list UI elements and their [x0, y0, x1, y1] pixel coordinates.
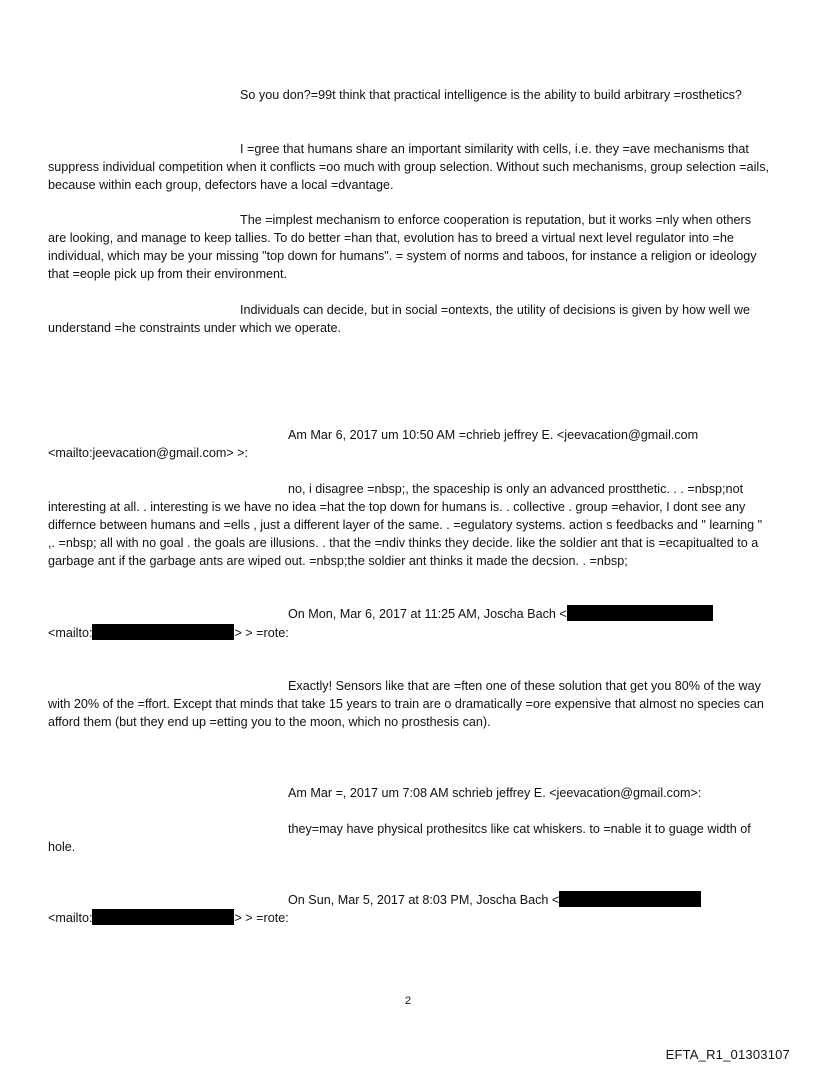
paragraph-cat-whiskers: they=may have physical prothesitcs like cat whiskers. to =nable it to guage width of hole.	[48, 822, 751, 854]
email-header-mar-0708: Am Mar =, 2017 um 7:08 AM schrieb jeffrey E. <jeevacation@gmail.com>:	[288, 786, 702, 800]
mailto-prefix: <mailto:	[48, 626, 93, 640]
redaction-block	[92, 909, 234, 925]
paragraph-reputation: The =implest mechanism to enforce cooperation is reputation, but it works =nly when others are looking, and manage to keep tallies. To do better =han that, evolution has to breed a virtual next level regulator into =he individual, which may be your missing "top down for humans". = system of norms and taboos, for instance a religion or ideology that =eople pick up from their environment.	[48, 213, 757, 281]
mailto-prefix: <mailto:	[48, 911, 93, 925]
page-number: 2	[404, 995, 412, 1007]
email-mailto-line	[48, 909, 289, 927]
email-header-mar5-0803	[288, 891, 701, 909]
email-header-text: On Sun, Mar 5, 2017 at 8:03 PM, Joscha Bach <	[288, 893, 560, 907]
paragraph-spaceship-disagree: no, i disagree =nbsp;, the spaceship is only an advanced prostthetic. . . =nbsp;not interesting at all. . interesting is we have no idea =hat the top down for humans is. . collective . group =ehavior, I dont see any differnce between humans and =ells , just a different layer of the same. . =egulatory systems. action s feedbacks and " learning " ,. =nbsp; all with no goal . the goals are illusions. . that the =ndiv thinks they decide. like the soldier ant that is =ecapitualted to a garbage ant if the garbage ants are wiped out. =nbsp;the soldier ant thinks it made the decsion. . =nbsp;	[48, 482, 763, 568]
email-header-text: On Mon, Mar 6, 2017 at 11:25 AM, Joscha Bach <	[288, 607, 567, 621]
redaction-block	[92, 624, 234, 640]
paragraph-practical-intelligence: So you don?=99t think that practical intelligence is the ability to build arbitrary =rosthetics?	[240, 88, 742, 102]
email-mailto-line	[48, 624, 289, 642]
redaction-block	[559, 891, 701, 907]
email-header-mar6-1125	[288, 605, 713, 623]
email-header-mar6-1050: Am Mar 6, 2017 um 10:50 AM =chrieb jeffrey E. <jeevacation@gmail.com <mailto:jeevacation@gmail.com> >:	[48, 428, 699, 460]
bates-number: EFTA_R1_01303107	[665, 1047, 790, 1062]
mailto-suffix: > > =rote:	[234, 626, 289, 640]
mailto-suffix: > > =rote:	[234, 911, 289, 925]
paragraph-individuals-decide: Individuals can decide, but in social =ontexts, the utility of decisions is given by how well we understand =he constraints under which we operate.	[48, 303, 750, 335]
paragraph-sensors: Exactly! Sensors like that are =ften one of these solution that get you 80% of the way with 20% of the =ffort. Except that minds that take 15 years to train are o dramatically =ore expensive that almost no species can afford them (but they end up =etting you to the moon, which no prosthesis can).	[48, 679, 764, 729]
redaction-block	[567, 605, 713, 621]
paragraph-cells-similarity: I =gree that humans share an important similarity with cells, i.e. they =ave mechanisms that suppress individual competition when it conflicts =oo much with group selection. Without such mechanisms, group selection =ails, because within each group, defectors have a local =dvantage.	[48, 142, 770, 192]
